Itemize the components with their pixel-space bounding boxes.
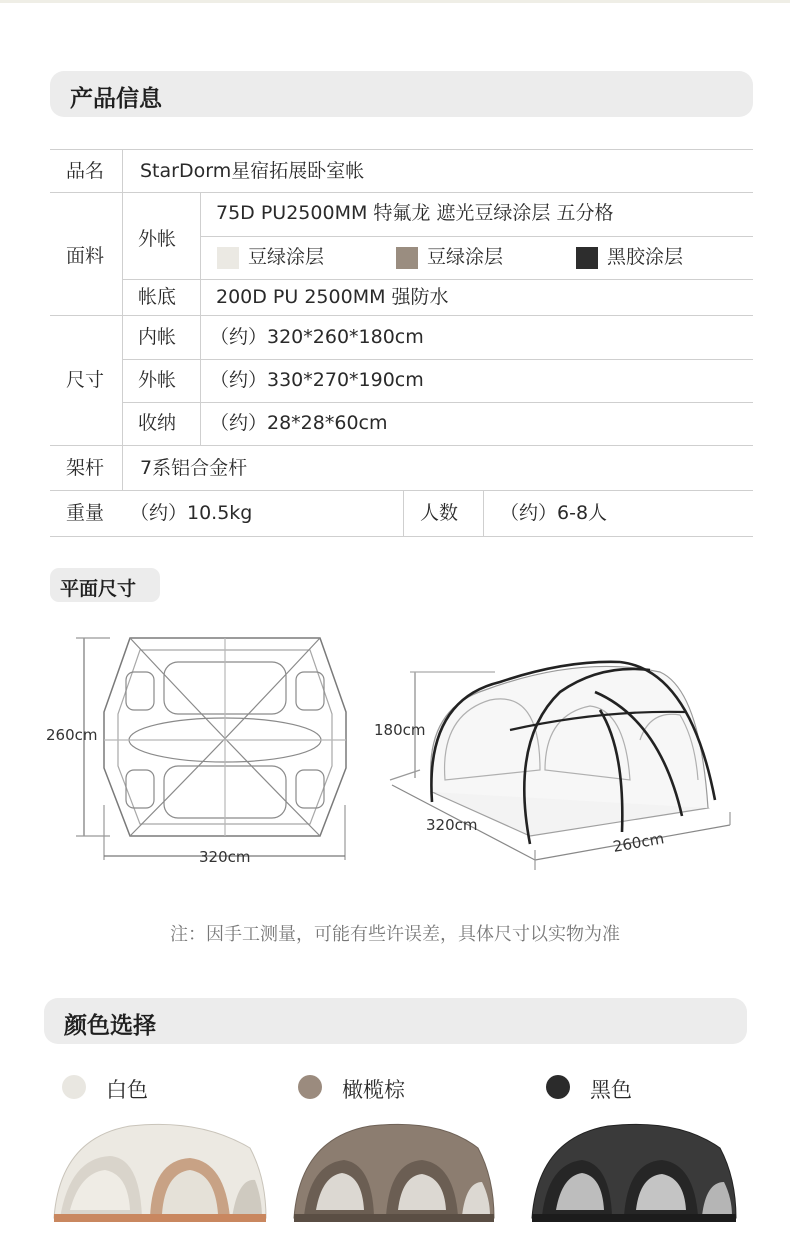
side-length-label: 320cm <box>426 816 478 834</box>
spec-pack-label: 收纳 <box>138 412 177 434</box>
spec-floor-label: 帐底 <box>138 286 177 308</box>
side-view-drawing <box>390 662 730 870</box>
spec-table <box>50 149 753 537</box>
top-divider <box>0 0 790 3</box>
dimension-drawings <box>40 620 740 890</box>
spec-inner-value: （约）320*260*180cm <box>210 326 424 348</box>
color-name-white: 白色 <box>106 1078 148 1102</box>
spec-pack-value: （约）28*28*60cm <box>210 412 388 434</box>
color-dot-black <box>546 1075 570 1099</box>
coating-1-label: 豆绿涂层 <box>248 246 325 268</box>
spec-name-value: StarDorm星宿拓展卧室帐 <box>140 160 365 182</box>
plan-size-title: 平面尺寸 <box>60 578 137 600</box>
product-info-title: 产品信息 <box>70 86 162 112</box>
color-dot-white <box>62 1075 86 1099</box>
spec-inner-label: 内帐 <box>138 326 177 348</box>
tent-image-white[interactable] <box>50 1118 270 1224</box>
spec-name-label: 品名 <box>66 160 105 182</box>
spec-pole-label: 架杆 <box>66 457 105 479</box>
swatch-bean-green-brown <box>396 247 418 269</box>
plan-view-drawing <box>76 638 346 860</box>
color-select-title: 颜色选择 <box>64 1013 156 1039</box>
color-select-header <box>44 998 747 1044</box>
plan-width-label: 320cm <box>199 848 251 866</box>
coating-2-label: 豆绿涂层 <box>427 246 504 268</box>
color-name-olive-brown: 橄榄棕 <box>342 1078 405 1102</box>
side-height-label: 180cm <box>374 721 426 739</box>
measurement-note: 注：因手工测量，可能有些许误差，具体尺寸以实物为准 <box>170 924 620 945</box>
color-option-white[interactable] <box>62 1073 262 1101</box>
product-info-header <box>50 71 753 117</box>
spec-pole-value: 7系铝合金杆 <box>140 457 248 479</box>
plan-size-header <box>50 568 160 602</box>
spec-outer2-label: 外帐 <box>138 369 177 391</box>
spec-floor-value: 200D PU 2500MM 强防水 <box>216 286 449 308</box>
color-dot-olive-brown <box>298 1075 322 1099</box>
spec-people-value: （约）6-8人 <box>500 502 608 524</box>
color-name-black: 黑色 <box>590 1078 632 1102</box>
spec-weight-value: （约）10.5kg <box>130 502 253 524</box>
tent-image-olive-brown[interactable] <box>290 1118 496 1224</box>
swatch-bean-green-light <box>217 247 239 269</box>
spec-size-label: 尺寸 <box>66 369 105 391</box>
color-option-black[interactable] <box>546 1073 746 1101</box>
coating-3-label: 黑胶涂层 <box>607 246 684 268</box>
spec-weight-label: 重量 <box>66 502 105 524</box>
spec-outer-label: 外帐 <box>138 228 177 250</box>
side-width-label: 260cm <box>611 829 666 856</box>
spec-outer-value: 75D PU2500MM 特氟龙 遮光豆绿涂层 五分格 <box>216 202 614 224</box>
tent-image-black[interactable] <box>528 1118 738 1224</box>
spec-outer2-value: （约）330*270*190cm <box>210 369 424 391</box>
swatch-black-rubber <box>576 247 598 269</box>
spec-people-label: 人数 <box>420 502 459 524</box>
spec-fabric-label: 面料 <box>66 245 105 267</box>
color-option-olive-brown[interactable] <box>298 1073 498 1101</box>
plan-height-label: 260cm <box>46 726 98 744</box>
